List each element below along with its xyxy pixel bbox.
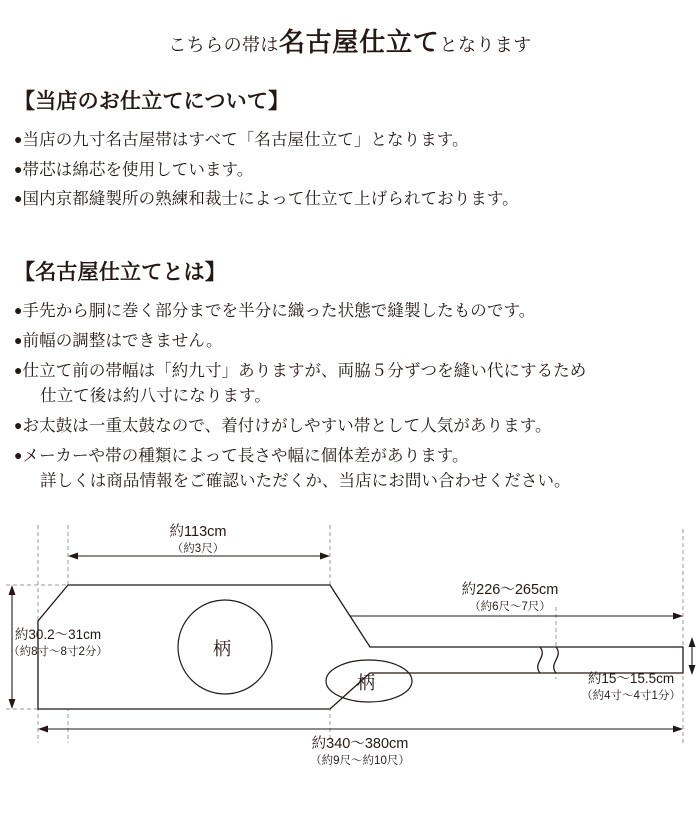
list-item [14, 413, 686, 440]
bullet-icon: ● [14, 361, 23, 378]
section-what-is-nagoya [14, 256, 686, 495]
section-title: 【名古屋仕立てとは】 [14, 261, 227, 285]
label-left-width-main: 約30.2〜31cm [14, 627, 102, 643]
list-item-text: 仕立て前の帯幅は「約九寸」ありますが、両脇５分ずつを縫い代にするため [22, 361, 587, 380]
label-right-length [420, 581, 600, 615]
bullet-icon: ● [14, 302, 23, 319]
list-item [14, 186, 686, 213]
bullet-icon: ● [14, 160, 23, 177]
list-item-text: 帯芯は綿芯を使用しています。 [22, 160, 254, 179]
list-item-text: お太鼓は一重太鼓なので、着付けがしやすい帯として人気があります。 [22, 417, 552, 436]
list-item-continuation: 仕立て後は約八寸になります。 [40, 387, 271, 406]
list-item-text: 前幅の調整はできません。 [22, 331, 223, 350]
label-right-width-sub: （約4寸〜4寸1分） [581, 690, 681, 703]
obi-dimension-diagram [0, 511, 700, 771]
list-item-text: 当店の九寸名古屋帯はすべて「名古屋仕立て」となります。 [22, 131, 469, 149]
pattern-label-small: 柄 [357, 673, 375, 694]
list-item [14, 358, 686, 410]
section-about-tailoring [14, 85, 686, 213]
bullet-icon: ● [14, 131, 23, 147]
label-right-width [566, 671, 696, 703]
list-item [14, 127, 686, 154]
label-top-length-main: 約113cm [169, 524, 227, 541]
label-left-width [0, 627, 116, 659]
list-item-text: 国内京都縫製所の熟練和裁士によって仕立て上げられております。 [22, 190, 519, 209]
label-left-width-sub: （約8寸〜8寸2分） [8, 646, 108, 659]
label-top-length [128, 523, 268, 557]
page-title-prefix: こちらの帯は [168, 35, 279, 55]
list-item-text: 手先から胴に巻く部分までを半分に織った状態で縫製したものです。 [22, 302, 536, 321]
list-item-continuation: 詳しくは商品情報をご確認いただくか、当店にお問い合わせください。 [40, 472, 571, 491]
bullet-icon: ● [14, 190, 23, 207]
label-right-width-main: 約15〜15.5cm [587, 671, 675, 687]
list-item [14, 157, 686, 184]
bullet-list [14, 298, 686, 495]
label-total-length-sub: （約9尺〜約10尺） [310, 755, 410, 768]
bullet-icon: ● [14, 331, 23, 348]
label-total-length-main: 約340〜380cm [311, 736, 409, 753]
page-title-suffix: となります [439, 35, 532, 55]
list-item [14, 443, 686, 495]
label-right-length-sub: （約6尺〜7尺） [469, 601, 551, 614]
label-top-length-sub: （約3尺） [171, 543, 225, 556]
page-title [0, 0, 700, 59]
right-width-arrow [689, 637, 696, 675]
bullet-icon: ● [14, 417, 23, 434]
pattern-label-large: 柄 [213, 639, 231, 660]
list-item [14, 328, 686, 355]
section-title: 【当店のお仕立てについて】 [14, 90, 290, 113]
page-title-emphasis: 名古屋仕立て [278, 27, 440, 57]
bullet-list [14, 127, 686, 213]
bullet-icon: ● [14, 446, 23, 463]
label-total-length [270, 735, 450, 769]
label-right-length-main: 約226〜265cm [461, 582, 559, 599]
total-length-arrow [38, 726, 683, 733]
list-item [14, 298, 686, 325]
list-item-text: メーカーや帯の種類によって長さや幅に個体差があります。 [22, 446, 469, 465]
